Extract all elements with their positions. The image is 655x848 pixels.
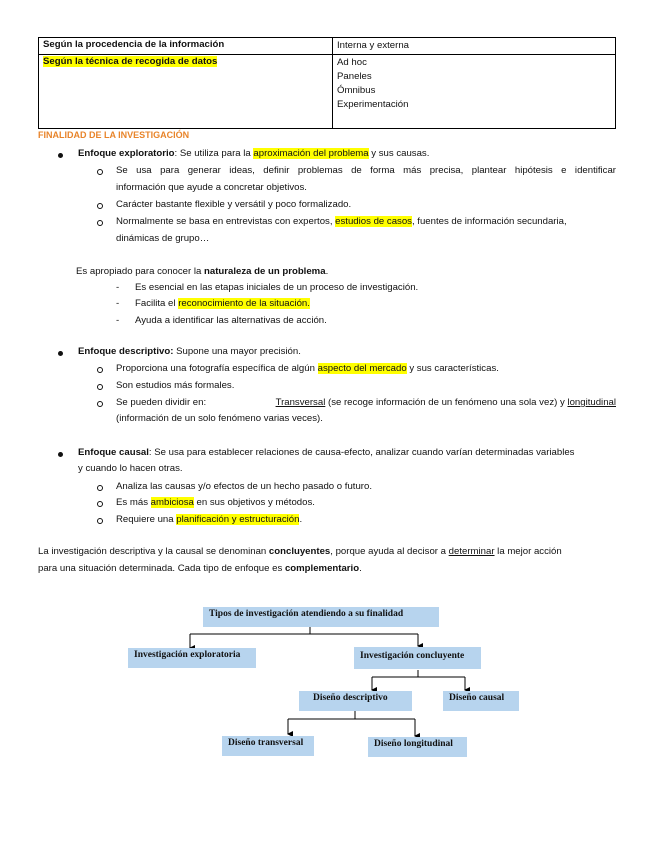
diagram-causal-box: Diseño causal — [443, 691, 519, 711]
text: y sus características. — [406, 363, 499, 374]
table-cell: Según la procedencia de la información — [39, 38, 333, 55]
dash-icon: - — [116, 282, 120, 293]
underlined-text: determinar — [448, 546, 495, 557]
text: Supone una mayor precisión. — [173, 346, 301, 357]
diagram-transversal-box: Diseño transversal — [222, 736, 314, 756]
text: . — [299, 514, 303, 525]
diagram-exploratory-box: Investigación exploratoria — [128, 648, 256, 668]
dash-icon: - — [116, 298, 120, 309]
text: Es apropiado para conocer la — [76, 266, 204, 277]
cell-line: Interna y externa — [337, 40, 409, 51]
text: Es más — [116, 497, 151, 508]
text: , porque ayuda al decisor a — [330, 546, 449, 557]
highlight: reconocimiento de la situación. — [178, 298, 310, 309]
text: Normalmente se basa en entrevistas con expertos, — [116, 216, 336, 227]
diagram-root-box: Tipos de investigación atendiendo a su finalidad — [203, 607, 439, 627]
highlight: ambiciosa — [150, 497, 194, 508]
underlined-text: Transversal — [275, 397, 326, 408]
text: en sus objetivos y métodos. — [193, 497, 315, 508]
highlight: planificación y estructuración — [176, 514, 300, 525]
bold-text: naturaleza de un problema — [204, 266, 326, 277]
text: Se pueden dividir en: — [116, 397, 207, 408]
text: Facilita el — [135, 298, 179, 309]
exploratory-sub2: Carácter bastante flexible y versátil y poco formalizado. — [116, 199, 352, 210]
bold-text: complementario — [284, 563, 360, 574]
dash-icon: - — [116, 315, 120, 326]
text: (se recoge información de un fenómeno una sola vez) y — [325, 397, 568, 408]
highlighted-label: Según la técnica de recogida de datos — [43, 56, 218, 67]
highlight: aspecto del mercado — [317, 363, 407, 374]
text: Proporciona una fotografía específica de algún — [116, 363, 318, 374]
cell-line: Paneles — [337, 71, 372, 82]
cell-line: Ómnibus — [337, 85, 376, 96]
text: la mejor acción — [494, 546, 562, 557]
descriptive-sub2: Son estudios más formales. — [116, 380, 235, 391]
text: para una situación determinada. Cada tipo de enfoque es — [38, 563, 285, 574]
bold-text: concluyentes — [268, 546, 331, 557]
text: : Se usa para establecer relaciones de causa-efecto, analizar cuando varían determinadas variables — [148, 447, 575, 458]
exploratory-sub1: Se usa para generar ideas, definir problemas de forma más precisa, plantear hipótesis e identificar — [116, 165, 616, 176]
highlight: aproximación del problema — [253, 148, 369, 159]
diagram-longitudinal-box: Diseño longitudinal — [368, 737, 467, 757]
exploratory-sub1-cont: información que ayude a concretar objetivos. — [116, 182, 307, 193]
text: . — [325, 266, 329, 277]
exploratory-sub3-cont: dinámicas de grupo… — [116, 233, 210, 244]
text: y sus causas. — [368, 148, 430, 159]
diagram-conclusive-box: Investigación concluyente — [354, 647, 481, 669]
highlight: estudios de casos — [335, 216, 412, 227]
cell-line: Experimentación — [337, 99, 409, 110]
text: : Se utiliza para la — [174, 148, 254, 159]
text: , fuentes de información secundaria, — [411, 216, 567, 227]
causal-sub1: Analiza las causas y/o efectos de un hecho pasado o futuro. — [116, 481, 373, 492]
cell-line: Ad hoc — [337, 57, 367, 68]
text: Requiere una — [116, 514, 177, 525]
dash-item: Es esencial en las etapas iniciales de un proceso de investigación. — [135, 282, 419, 293]
descriptive-sub3-cont: (información de un solo fenómeno varias veces). — [116, 413, 323, 424]
diagram-descriptive-box: Diseño descriptivo — [299, 691, 412, 711]
underlined-text: longitudinal — [567, 397, 616, 408]
causal-line-cont: y cuando lo hacen otras. — [78, 463, 183, 474]
exploratory-label: Enfoque exploratorio — [78, 148, 175, 159]
dash-item: Ayuda a identificar las alternativas de acción. — [135, 315, 327, 326]
section-heading: FINALIDAD DE LA INVESTIGACIÓN — [38, 130, 190, 140]
causal-label: Enfoque causal — [78, 447, 149, 458]
text: La investigación descriptiva y la causal se denominan — [38, 546, 269, 557]
descriptive-label: Enfoque descriptivo: — [78, 346, 174, 357]
text: . — [359, 563, 362, 574]
